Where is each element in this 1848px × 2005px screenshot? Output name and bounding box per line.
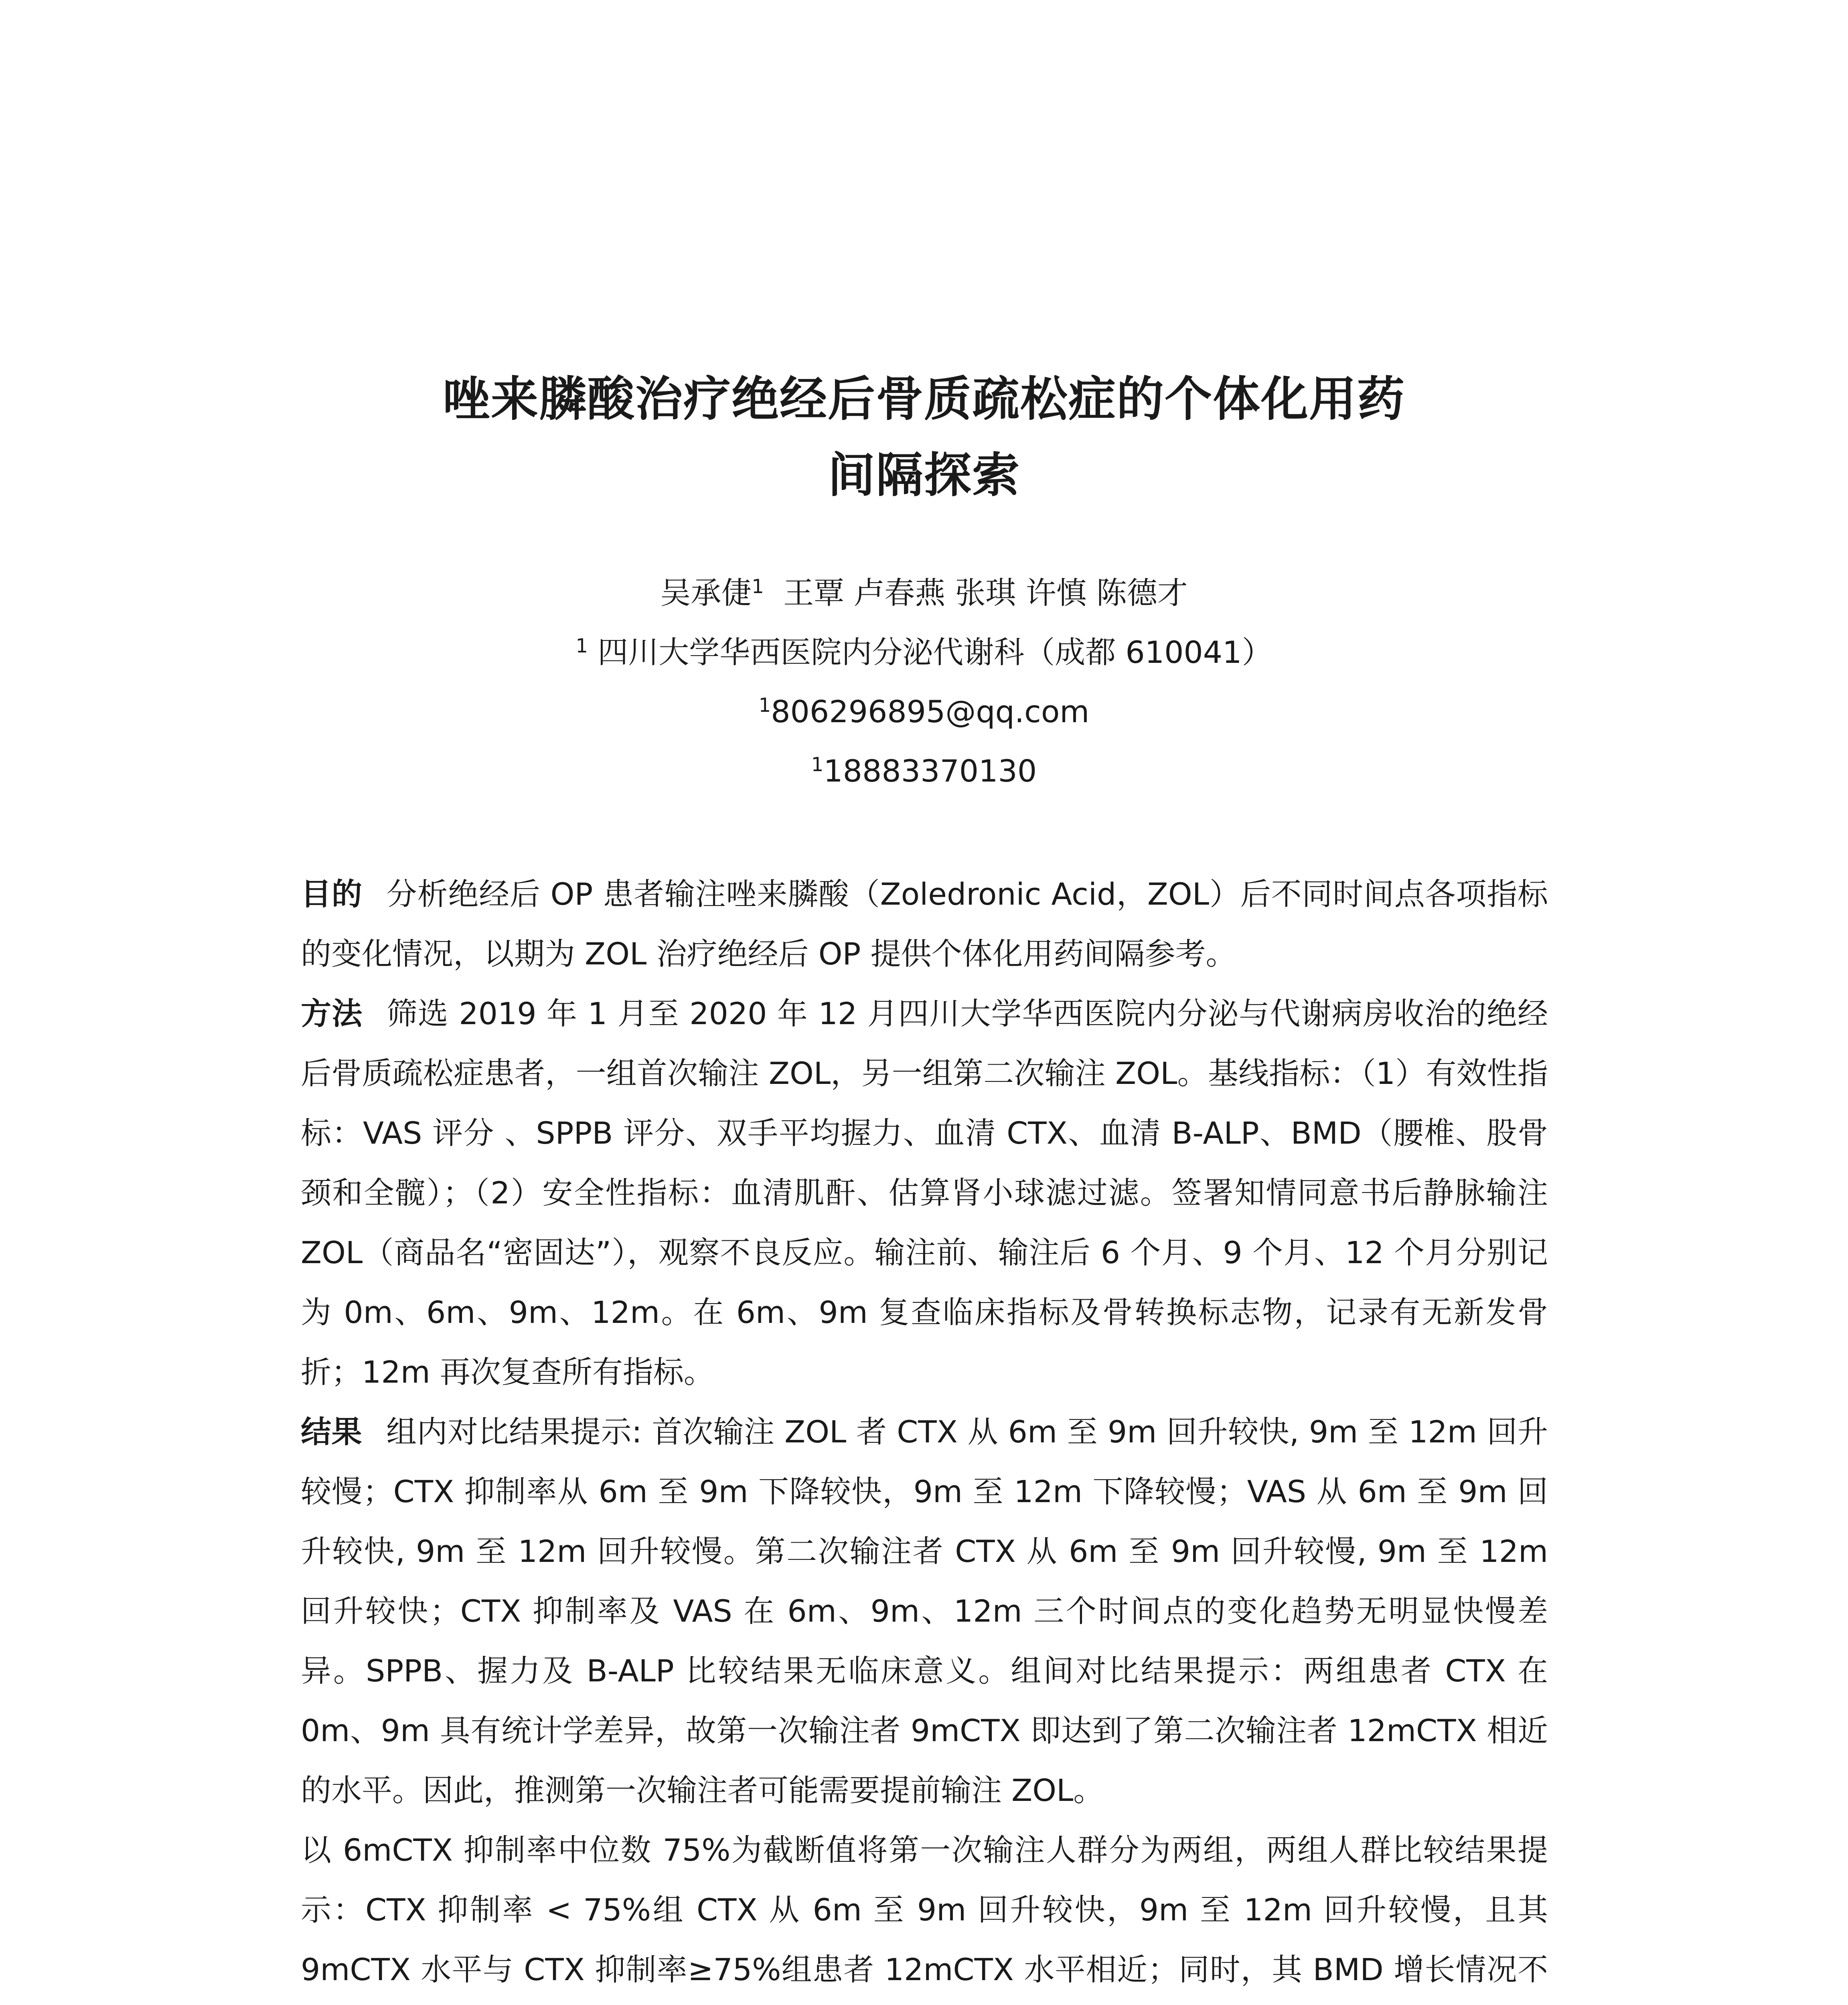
affiliation-text: 四川大学华西医院内分泌代谢科（成都 610041）	[598, 634, 1273, 670]
results-paragraph	[301, 1402, 1548, 1820]
first-author-superscript: 1	[752, 575, 764, 598]
email-address: 806296895@qq.com	[771, 694, 1090, 729]
results-text: 组内对比结果提示: 首次输注 ZOL 者 CTX 从 6m 至 9m 回升较快, 9m 至 12m 回升较慢；CTX 抑制率从 6m 至 9m 下降较快，9m 至 12m 下降较慢；VAS 从 6m 至 9m 回升较快, 9m 至 12m 回升较慢。第二次输注者 CTX 从 6m 至 9m 回升较慢, 9m 至 12m 回升较快；CTX 抑制率及 VAS 在 6m、9m、12m 三个时间点的变化趋势无明显快慢差异。SPPB、握力及 B-ALP 比较结果无临床意义。组间对比结果提示：两组患者 CTX 在 0m、9m 具有统计学差异，故第一次输注者 9mCTX 即达到了第二次输注者 12mCTX 相近的水平。因此，推测第一次输注者可能需要提前输注 ZOL。	[301, 1414, 1548, 1808]
affiliation-superscript: 1	[575, 635, 588, 657]
results-text-2: 以 6mCTX 抑制率中位数 75%为截断值将第一次输注人群分为两组，两组人群比较结果提示：CTX 抑制率 < 75%组 CTX 从 6m 至 9m 回升较快，9m 至 12m 回升较慢，且其 9mCTX 水平与 CTX 抑制率≥75%组患者 12mCTX 水平相近；同时，其 BMD 增长情况不	[301, 1832, 1548, 1987]
objective-text: 分析绝经后 OP 患者输注唑来膦酸（Zoledronic Acid，ZOL）后不同时间点各项指标的变化情况，以期为 ZOL 治疗绝经后 OP 提供个体化用药间隔参考。	[301, 876, 1548, 972]
phone-superscript: 1	[811, 753, 824, 776]
results-paragraph-2	[301, 1820, 1548, 2005]
methods-paragraph	[301, 984, 1548, 1402]
phone-line	[201, 741, 1647, 801]
results-label: 结果	[301, 1414, 363, 1450]
author-list	[201, 563, 1647, 623]
abstract	[301, 864, 1548, 2005]
title-line-1: 唑来膦酸治疗绝经后骨质疏松症的个体化用药	[442, 371, 1405, 427]
objective-paragraph	[301, 864, 1548, 984]
author-info	[201, 563, 1647, 801]
objective-label: 目的	[301, 876, 363, 912]
methods-label: 方法	[301, 996, 363, 1031]
first-author: 吴承倢	[660, 575, 752, 611]
paper-title	[201, 361, 1647, 513]
title-line-2: 间隔探索	[827, 448, 1020, 503]
methods-text: 筛选 2019 年 1 月至 2020 年 12 月四川大学华西医院内分泌与代谢病房收治的绝经后骨质疏松症患者，一组首次输注 ZOL，另一组第二次输注 ZOL。基线指标：（1）有效性指标：VAS 评分 、SPPB 评分、双手平均握力、血清 CTX、血清 B-ALP、BMD（腰椎、股骨颈和全髋）；（2）安全性指标：血清肌酐、估算肾小球滤过滤。签署知情同意书后静脉输注 ZOL（商品名“密固达”），观察不良反应。输注前、输注后 6 个月、9 个月、12 个月分别记为 0m、6m、9m、12m。在 6m、9m 复查临床指标及骨转换标志物，记录有无新发骨折；12m 再次复查所有指标。	[301, 996, 1548, 1390]
email-superscript: 1	[758, 694, 771, 717]
email-line	[201, 682, 1647, 741]
co-authors: 王覃 卢春燕 张琪 许慎 陈德才	[783, 575, 1188, 611]
phone-number: 18883370130	[823, 753, 1037, 789]
affiliation	[201, 623, 1647, 682]
